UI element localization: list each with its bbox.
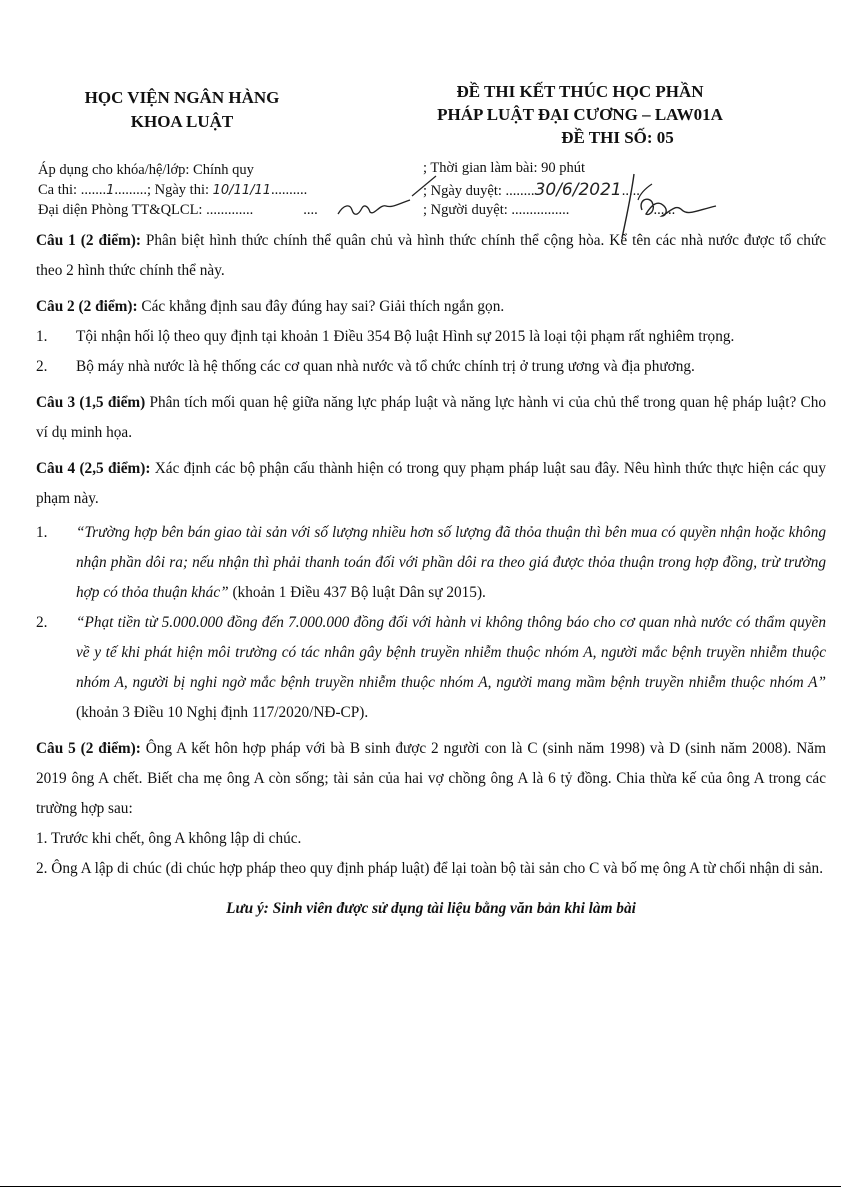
- question-4-text: Xác định các bộ phận cấu thành hiện có trong quy phạm pháp luật sau đây. Nêu hình thức thực hiện các quy phạm này.: [36, 460, 826, 507]
- approver-dots: ......: [653, 202, 676, 218]
- approve-date-line: [423, 182, 640, 200]
- item-source: (khoản 1 Điều 437 Bộ luật Dân sự 2015).: [228, 584, 486, 601]
- course-name: PHÁP LUẬT ĐẠI CƯƠNG – LAW01A: [437, 105, 723, 124]
- question-2-label: Câu 2 (2 điểm):: [36, 298, 138, 315]
- exam-note: Lưu ý: Sinh viên được sử dụng tài liệu bằng văn bản khi làm bài: [226, 900, 636, 917]
- question-1-text: Phân biệt hình thức chính thể quân chủ và hình thức chính thể cộng hòa. Kể tên các nhà nước được tổ chức theo 2 hình thức chính thể này.: [36, 232, 826, 279]
- question-4-label: Câu 4 (2,5 điểm):: [36, 460, 151, 477]
- rep-label: Đại diện Phòng TT&QLCL: .............: [38, 202, 254, 218]
- time-label: ; Thời gian làm bài: 90 phút: [423, 160, 586, 176]
- question-5-text: Ông A kết hôn hợp pháp với bà B sinh được 2 người con là C (sinh năm 1998) và D (sinh năm 2008). Năm 2019 ông A chết. Biết cha mẹ ông A còn sống; tài sản của hai vợ chồng ông A là 6 tỷ đồng. Chia thừa kế của ông A trong các trường hợp sau:: [36, 740, 826, 817]
- question-5-case-1: 1. Trước khi chết, ông A không lập di chúc.: [36, 830, 302, 847]
- bottom-divider: [0, 1186, 841, 1187]
- question-2-item-2: [36, 352, 826, 382]
- item-number: 1.: [36, 328, 48, 345]
- item-number: 1.: [36, 524, 48, 541]
- question-3-label: Câu 3 (1,5 điểm): [36, 394, 146, 411]
- exam-date-handwritten: 10/11/11: [212, 183, 272, 198]
- rep-line: [38, 202, 318, 219]
- item-quote: “Phạt tiền từ 5.000.000 đồng đến 7.000.000 đồng đối với hành vi không thông báo cho cơ quan nhà nước có thẩm quyền về y tế khi phát hiện môi trường có tác nhân gây bệnh truyền nhiễm thuộc nhóm A, người mắc bệnh truyền nhiễm thuộc nhóm A, người bị nghi ngờ mắc bệnh truyền nhiễm thuộc nhóm A, người mang mầm bệnh truyền nhiễm thuộc nhóm A”: [76, 614, 826, 691]
- time-line: [423, 160, 585, 177]
- question-1: [36, 226, 826, 286]
- item-number: 2.: [36, 358, 48, 375]
- exam-header: [385, 80, 775, 149]
- exam-date-label: .........; Ngày thi:: [114, 182, 210, 198]
- item-text: Tội nhận hối lộ theo quy định tại khoản 1 Điều 354 Bộ luật Hình sự 2015 là loại tội phạm rất nghiêm trọng.: [76, 328, 735, 345]
- question-2: [36, 292, 826, 322]
- school-name: HỌC VIỆN NGÂN HÀNG: [84, 88, 280, 107]
- exam-date-dots: ..........: [271, 182, 308, 198]
- question-5-label: Câu 5 (2 điểm):: [36, 740, 141, 757]
- institution-header: [48, 86, 316, 134]
- question-3: [36, 388, 826, 448]
- approve-date-dots: .....: [621, 183, 640, 199]
- rep-signature-icon: [334, 196, 414, 222]
- apply-label: Áp dụng cho khóa/hệ/lớp: Chính quy: [38, 162, 254, 178]
- question-2-item-1: [36, 322, 826, 352]
- question-3-text: Phân tích mối quan hệ giữa năng lực pháp luật và năng lực hành vi của chủ thể trong quan hệ pháp luật? Cho ví dụ minh họa.: [36, 394, 826, 441]
- date-slash-icon: [408, 174, 438, 200]
- shift-line: [38, 182, 307, 199]
- faculty-name: KHOA LUẬT: [130, 112, 234, 131]
- question-4: [36, 454, 826, 514]
- item-text: Bộ máy nhà nước là hệ thống các cơ quan nhà nước và tổ chức chính trị ở trung ương và địa phương.: [76, 358, 695, 375]
- question-5-case-2: 2. Ông A lập di chúc (di chúc hợp pháp theo quy định pháp luật) để lại toàn bộ tài sản cho C và bố mẹ ông A từ chối nhận di sản.: [36, 860, 824, 877]
- question-4-item-1: [36, 518, 826, 608]
- question-1-label: Câu 1 (2 điểm):: [36, 232, 141, 249]
- question-2-text: Các khẳng định sau đây đúng hay sai? Giải thích ngắn gọn.: [137, 298, 505, 315]
- exam-questions: [36, 220, 826, 924]
- approver-label: ; Người duyệt: ................: [423, 202, 570, 218]
- exam-number: ĐỀ THI SỐ: 05: [561, 128, 674, 147]
- shift-handwritten: 1: [106, 183, 115, 198]
- item-source: (khoản 3 Điều 10 Nghị định 117/2020/NĐ-CP).: [76, 704, 369, 721]
- exam-title: ĐỀ THI KẾT THÚC HỌC PHẦN: [456, 82, 704, 101]
- question-5: [36, 734, 826, 824]
- item-quote: “Trường hợp bên bán giao tài sản với số lượng nhiều hơn số lượng đã thỏa thuận thì bên mua có quyền nhận hoặc không nhận phần dôi ra; nếu nhận thì phải thanh toán đối với phần dôi ra theo giá được thỏa thuận trong hợp đồng, trừ trường hợp có thỏa thuận khác”: [76, 524, 826, 601]
- apply-line: [38, 162, 254, 179]
- approve-date-handwritten: 30/6/2021: [534, 180, 622, 200]
- shift-label: Ca thi: .......: [38, 182, 107, 198]
- item-number: 2.: [36, 614, 48, 631]
- approve-date-label: ; Ngày duyệt: ........: [423, 183, 535, 199]
- rep-dots: ....: [303, 202, 318, 218]
- question-4-item-2: [36, 608, 826, 728]
